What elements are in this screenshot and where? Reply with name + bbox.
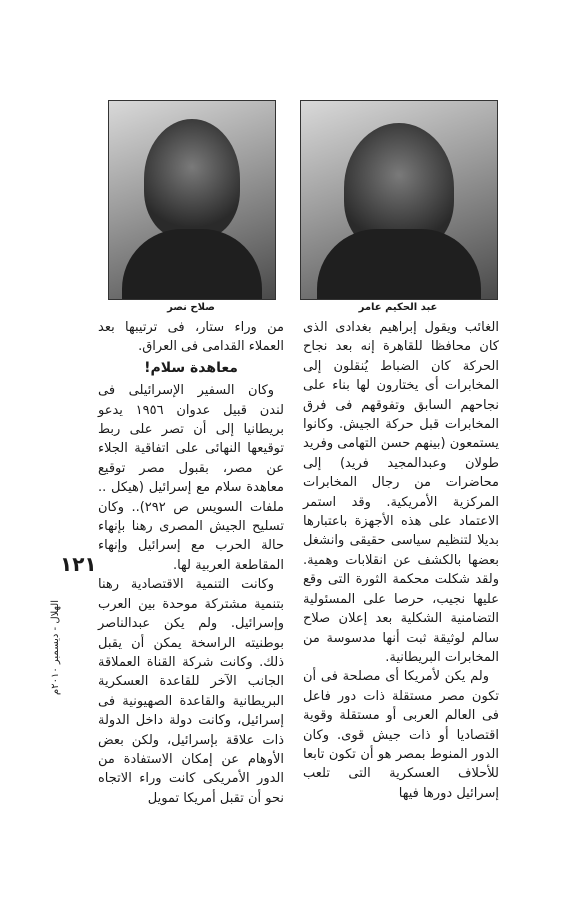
paragraph: ولم يكن لأمريكا أى مصلحة فى أن تكون مصر مستقلة ذات دور فاعل فى العالم العربى أو مستقلة وقوية اقتصاديا أو ذات جيش قوى. وكان الدور المنوط بمصر هو أن تكون تابعا للأحلاف العسكرية التى تلعب إسرائيل دورها فيها (303, 669, 499, 801)
photo-caption-left: صلاح نصر (167, 302, 215, 313)
paragraph-intro: من وراء ستار، فى ترتيبها بعد العملاء القدامى فى العراق. (98, 320, 284, 355)
photo-caption-right: عبد الحكيم عامر (358, 302, 438, 313)
article-column-right (303, 318, 499, 803)
paragraph: الغائب ويقول إبراهيم بغدادى الذى كان محافظا للقاهرة إنه بعد نجاح الحركة كان الضباط يُنقلون إلى المخابرات أى يختارون لها بناء على نجاحهم السابق وتفوقهم فى فرق المخابرات قبل حركة الجيش. وكانوا يستمعون (بينهم حسن التهامى وفريد طولان وعبدالمجيد فريد) إلى محاضرات من رجال المخابرات المركزية الأمريكية. وقد استمر الاعتماد على هذه الأجهزة باعتبارها بديلا لتنظيم سياسى حقيقى وانشغل بعضها بالكشف عن انقلابات وهمية. ولقد شكلت محكمة الثورة التى وقع عليها نجيب، حرصا على المسئولية التضامنية الشكلية بعد إعلان صلاح سالم لوثيقة ثبت أنها مدسوسة من المخابرات البريطانية. (303, 320, 499, 665)
portrait-head (144, 119, 240, 239)
issue-label: الهلال - ديسمبر ٢٠١٠م (50, 600, 61, 695)
portrait-shoulders (317, 229, 482, 299)
photo-abdel-hakim-amer (300, 100, 498, 300)
paragraph: وكانت التنمية الاقتصادية رهنا بتنمية مشتركة موحدة بين العرب وإسرائيل. ولم يكن عبدالناصر بوطنيته الراسخة يمكن أن يقبل ذلك. وكانت شركة القناة العملاقة الجانب الآخر للقاعدة العسكرية البريطانية والقاعدة الصهيونية فى إسرائيل، وكانت دولة داخل الدولة ذات علاقة بإسرائيل، ولكن بعض الأوهام عن إمكان الاستفادة من الدور الأمريكى كانت وراء الاتجاه نحو أن تقبل أمريكا تمويل (98, 577, 284, 806)
article-column-left (98, 318, 284, 808)
section-subheading: معاهدة سلام! (144, 359, 238, 376)
page-number: ١٢١ (60, 552, 97, 576)
photo-salah-nasr (108, 100, 276, 300)
portrait-shoulders (122, 229, 261, 299)
paragraph: وكان السفير الإسرائيلى فى لندن قبيل عدوان ١٩٥٦ يدعو بريطانيا إلى أن تصر على ربط توقيعها النهائى على اتفاقية الجلاء عن مصر، بقبول مصر توقيع معاهدة سلام مع إسرائيل (هيكل .. ملفات السويس ص ٢٩٢).. وكان تسليح الجيش المصرى رهنا بإنهاء حالة الحرب مع إسرائيل وإنهاء المقاطعة العربية لها. (98, 383, 285, 573)
